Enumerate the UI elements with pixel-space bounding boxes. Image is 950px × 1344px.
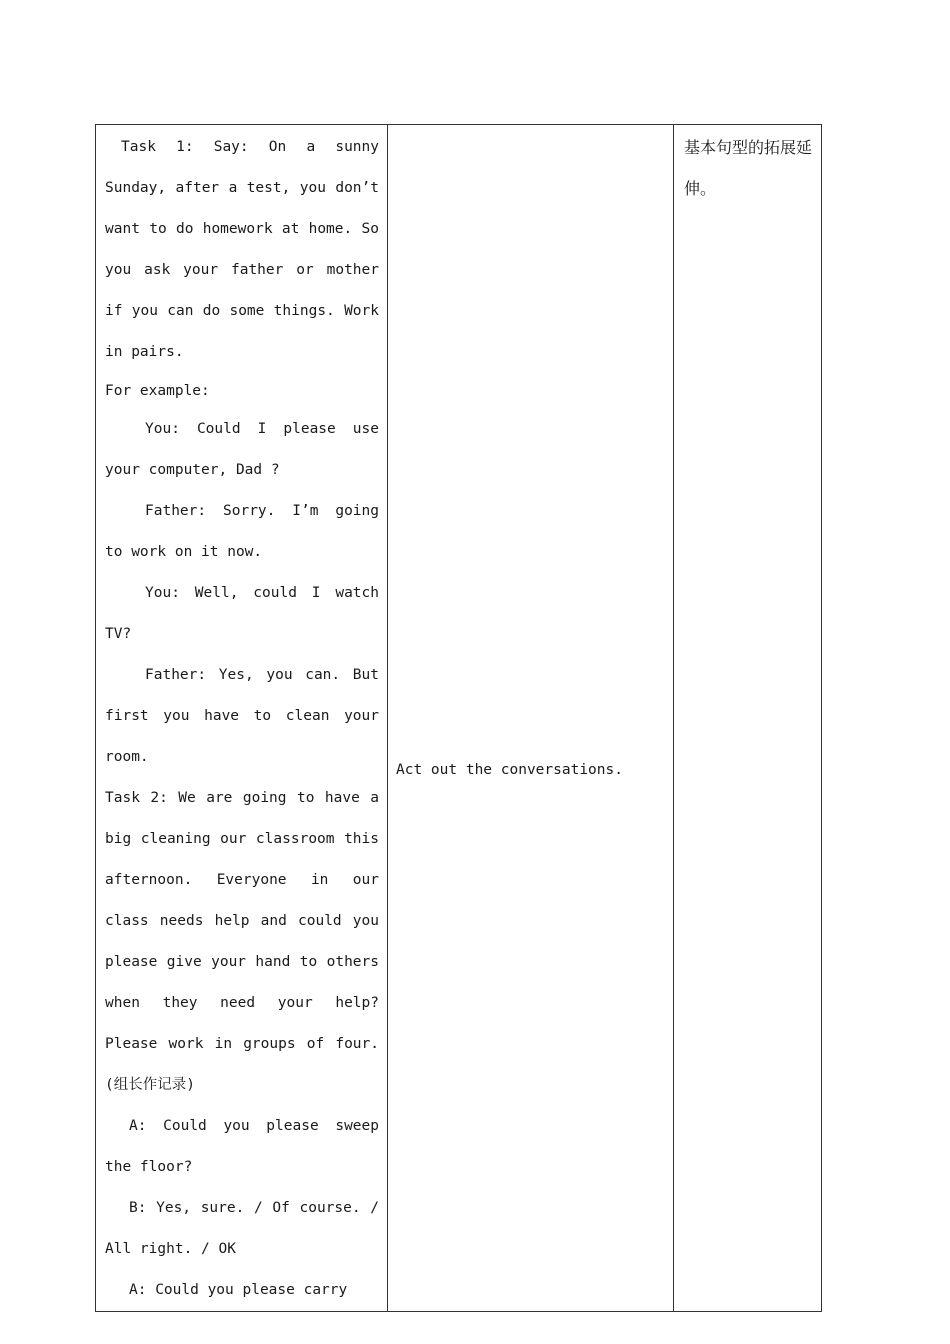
- task1-text: Task 1: Say: On a sunny Sunday, after a test, you don’t want to do homework at home. So you ask your father or mother if you can do some things. Work in pairs.: [105, 139, 379, 360]
- table-row: [96, 125, 822, 1312]
- design-note-cell: [674, 125, 822, 1312]
- task2-dialog-line: B: Yes, sure. / Of course. / All right. / OK: [105, 1200, 379, 1257]
- task2-text: Task 2: We are going to have a big cleaning our classroom this afternoon. Everyone in our class needs help and could you please give your hand to others when they need your help? Please work in groups of four. (组长作记录): [105, 790, 379, 1093]
- lesson-table: [95, 124, 822, 1312]
- example-label: For example:: [105, 383, 210, 399]
- student-activity-cell: [388, 125, 674, 1312]
- task1-dialog-line: Father: Sorry. I’m going to work on it now.: [105, 503, 379, 560]
- activity-text: Act out the conversations.: [396, 762, 623, 778]
- task1-dialog-line: You: Could I please use your computer, Dad ?: [105, 421, 379, 478]
- task2-dialog-line: A: Could you please carry: [129, 1282, 348, 1298]
- design-note-text: 基本句型的拓展延伸。: [684, 138, 813, 198]
- task1-dialog-line: You: Well, could I watch TV?: [105, 585, 379, 642]
- task2-dialog-line: A: Could you please sweep the floor?: [105, 1118, 379, 1175]
- teaching-content-cell: [96, 125, 388, 1312]
- task1-dialog-line: Father: Yes, you can. But first you have to clean your room.: [105, 667, 379, 765]
